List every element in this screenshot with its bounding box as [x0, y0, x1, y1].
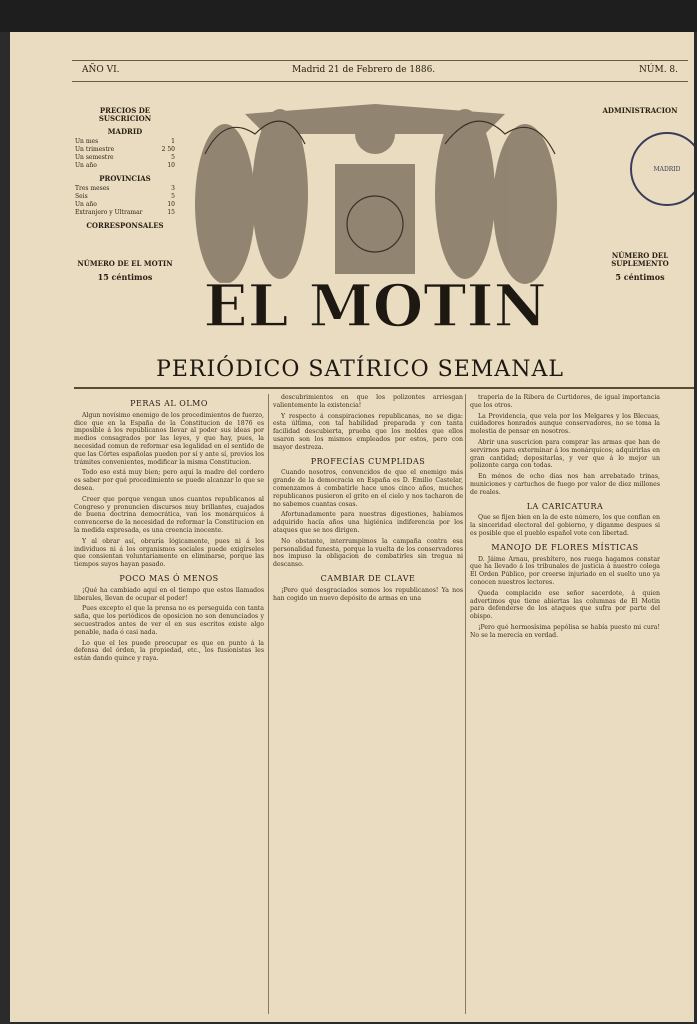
library-stamp — [630, 132, 694, 206]
article-heading: MANOJO DE FLORES MÍSTICAS — [491, 542, 639, 552]
header-rule — [74, 387, 694, 389]
provincias-heading: PROVINCIAS — [99, 174, 151, 183]
newspaper-page — [10, 32, 694, 1022]
price-row — [75, 193, 175, 201]
madrid-heading: MADRID — [107, 127, 143, 136]
subscription-prices — [75, 102, 175, 283]
article-paragraph: Afortunadamente para nuestras digestiones, habíamos adquirido hacía años una higiénica indiferencia por los ataques que se nos dirigen. — [273, 511, 463, 534]
article-paragraph: ¡Pero qué hermosísima pepólisa se había puesto mi cura! No se la merecía en verdad. — [470, 623, 660, 639]
article-paragraph: Abrir una suscricion para comprar las armas que han de servirnos para exterminar á los monárquicos; adquirirlas en gran cantidad; depositarlas, y ver que á lo mejor un polizonte carga con todas. — [470, 438, 660, 470]
article-paragraph: Lo que el les puede preocupar es que en punto á la defensa del órden, la propiedad, etc., los fusionistas les están dando quince y raya. — [74, 639, 264, 663]
column-2 — [273, 394, 463, 605]
price-label: Un semestre — [75, 154, 114, 161]
number-cents: 15 céntimos — [97, 272, 153, 282]
article-heading: POCO MAS Ó MENOS — [119, 573, 219, 583]
article-paragraph: Algun novísimo enemigo de los procedimientos de fuerzo, dice que en la España de la Constitucion de 1876 es imposible á los republicanos llevar al poder sus ideas por medios consagrados por las leyes, y que hay, pues, la necesidad comun de reformar esa legalidad en el sentido de que las Córtes españolas pueden por sí y ante sí, previos los trámites convenientes, modificar la misma Constitucion. — [74, 411, 264, 466]
price-value: 10 — [167, 201, 175, 208]
price-value: 1 — [171, 138, 175, 145]
article-paragraph: En ménos de ocho dias nos han arrebatado trinas, municiones y cartuchos de fuego por valor de diez millones de reales. — [470, 473, 660, 496]
price-row — [75, 154, 175, 162]
supplement-price: NÚMERO DEL SUPLEMENTO — [611, 251, 669, 268]
price-row — [75, 201, 175, 209]
price-row — [75, 162, 175, 170]
supplement-cents: 5 céntimos — [615, 272, 665, 282]
article-paragraph: traperia de la Ribera de Curtidores, de igual importancia que los otros. — [470, 394, 660, 409]
article-paragraph: Y respecto á conspiraciones republicanas, no se diga: esta última, con tal habilidad preparada y con tanta facilidad descubierta, prueba que los moldes que ellos usaron son los mismos empleados por estos, pero con mayor destreza. — [273, 412, 463, 451]
scan-border — [0, 0, 697, 32]
stamp-text: MADRID — [653, 165, 681, 173]
article-paragraph: Cuando nosotros, convencidos de que el enemigo más grande de la democracia en España es D. Emilio Castelar, comenzamos á combatirle hace unos cinco años, muchos republicanos pusieron el grito en el cielo y nos tacharon de no sabemos cuantas cosas. — [273, 469, 463, 508]
prices-heading: PRECIOS DE SUSCRICION — [98, 106, 152, 123]
admin-heading: ADMINISTRACION — [602, 106, 678, 115]
price-label: Un año — [75, 201, 97, 208]
masthead-illustration — [185, 94, 565, 349]
number-price: NÚMERO DE EL MOTIN — [77, 259, 173, 268]
article-heading: PERAS AL OLMO — [130, 399, 208, 408]
price-label: Un año — [75, 162, 97, 169]
article-paragraph: Que se fijen bien en la de este número, los que confian en la sinceridad electoral del gobierno, y díganme despues si es posible que el pueblo español vote con libertad. — [470, 514, 660, 537]
price-row — [75, 138, 175, 146]
issue-number: NÚM. 8. — [639, 65, 678, 75]
article-paragraph: descubrimientos en que los polizontes arriesgan valientemente la existencia! — [273, 394, 463, 409]
year: AÑO VI. — [82, 65, 120, 75]
article-paragraph: ¡Qué ha cambiado aquí en el tiempo que estos llamados liberales, llevan de ocupar el poder! — [74, 586, 264, 602]
price-value: 3 — [171, 185, 175, 192]
article-paragraph: Queda complacido ese señor sacerdote, á quien advertimos que tiene abiertas las columnas de El Motin para defenderse de los ataques que sufra por parte del obispo. — [470, 589, 660, 621]
price-label: Un mes — [75, 138, 99, 145]
article-paragraph: ¡Pero qué desgraciados somos los republicanos! Ya nos han cogido un nuevo depósito de armas en una — [273, 586, 463, 602]
article-paragraph: Y al obrar así, obraría lógicamente, pues ni á los individuos ni á los organismos sociales puede exigírseles que consientan voluntariamente en eliminarse, porque las tiempos suyos hayan pasado. — [74, 537, 264, 569]
price-value: 10 — [167, 162, 175, 169]
price-label: Un trimestre — [75, 146, 115, 153]
price-row — [75, 185, 175, 193]
article-heading: CAMBIAR DE CLAVE — [320, 573, 416, 583]
price-label: Seis — [75, 193, 88, 200]
subtitle: PERIÓDICO SATÍRICO SEMANAL — [156, 357, 564, 382]
article-paragraph: No obstante, interrumpimos la campaña contra esa personalidad funesta, porque la vuelta de los conservadores nos impuso la obligacion de combatirles sin tregua ni descanso. — [273, 537, 463, 569]
price-value: 2 50 — [161, 146, 175, 153]
price-row — [75, 146, 175, 154]
date: Madrid 21 de Febrero de 1886. — [292, 65, 436, 75]
column-divider — [465, 394, 466, 1014]
article-paragraph: La Providencia, que vela por los Melgares y los Blecuas, cuidadores honrados aunque conservadores, no se toma la molestia de pensar en nosotros. — [470, 412, 660, 436]
price-label: Tres meses — [75, 185, 110, 192]
column-divider — [268, 394, 269, 1014]
price-label: Extranjero y Ultramar — [75, 209, 143, 216]
masthead-title: EL MOTIN — [203, 272, 547, 340]
column-3 — [470, 394, 660, 643]
article-heading: LA CARICATURA — [526, 501, 604, 511]
article-paragraph: D. Jáime Arnau, presbítero, nos ruega hagamos constar que ha llevado á los tribunales de justicia á nuestro colega El Orden Público, por creerse injuriado en el suelto uno ya conocen nuestros lectores. — [470, 555, 660, 586]
price-value: 5 — [171, 193, 175, 200]
article-heading: PROFECÍAS CUMPLIDAS — [310, 456, 426, 466]
price-value: 5 — [171, 154, 175, 161]
article-paragraph: Creer que porque vengan unos cuantos republicanos al Congreso y pronuncien discursos muy brillantes, cuajados de buena doctrina democrática, van los monárquicos á convencerse de la necesidad de reformar la Constitucion en la medida expresada, es una creencia inocente. — [74, 495, 264, 534]
article-paragraph: Todo eso está muy bien; pero aquí la madre del cordero es saber por qué procedimiento se puede alcanzar lo que se desea. — [74, 469, 264, 492]
price-row — [75, 209, 175, 217]
dateline — [72, 60, 688, 82]
column-1 — [74, 394, 264, 666]
article-paragraph: Pues excepto el que la prensa no es perseguida con tanta saña, que los periódicos de oposicion no son denunciados y secuestrados antes de ver el en sus escritos existe algo penable, nada ó casi nada. — [74, 605, 264, 636]
corresponsales-heading: CORRESPONSALES — [86, 221, 164, 230]
price-value: 15 — [167, 209, 175, 216]
